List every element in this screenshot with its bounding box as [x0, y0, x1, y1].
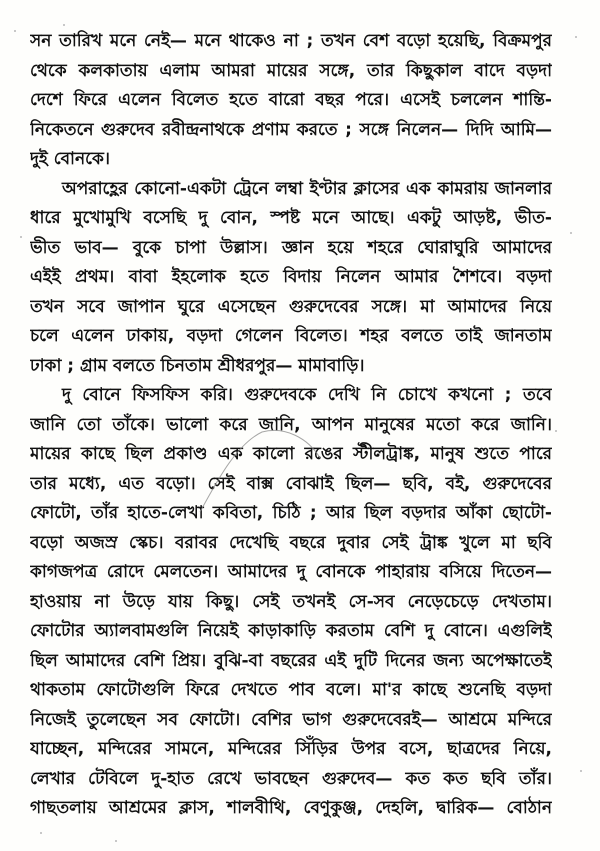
text-line: ভীত ভাব— বুকে চাপা উল্লাস। জ্ঞান হয়ে শহরে ঘোরাঘুরি আমাদের	[30, 237, 552, 258]
text-line: দুই বোনকে।	[30, 149, 110, 169]
scan-speck	[575, 36, 577, 38]
text-line: নিকেতনে গুরুদেব রবীন্দ্রনাথকে প্রণাম করতে ; সঙ্গে নিলেন— দিদি আমি—	[30, 119, 552, 140]
text-line: ধারে মুখোমুখি বসেছি দু বোন, স্পষ্ট মনে আছে। একটু আড়ষ্ট, ভীত-	[30, 208, 552, 228]
scan-speck	[14, 30, 16, 32]
text-line: যাচ্ছেন, মন্দিরের সামনে, মন্দিরের সিঁড়ির উপর বসে, ছাত্রদের নিয়ে,	[30, 739, 552, 759]
text-line: থাকতাম ফোটোগুলি ফিরে দেখতে পাব বলে। মা'র কাছে শুনেছি বড়দা	[30, 680, 552, 700]
scan-speck	[20, 236, 22, 238]
paragraph-2	[30, 175, 552, 382]
text-line: গাছতলায় আশ্রমের ক্লাস, শালবীথি, বেণুকুঞ্জ, দেহলি, দ্বারিক— বোঠান	[30, 798, 552, 818]
scan-speck	[580, 770, 582, 772]
text-line: দু বোনে ফিসফিস করি। গুরুদেবকে দেখি নি চোখে কখনো ; তবে	[62, 385, 552, 405]
text-line: থেকে কলকাতায় এলাম আমরা মায়ের সঙ্গে, তার কিছুকাল বাদে বড়দা	[30, 60, 552, 81]
text-line: লেখার টেবিলে দু-হাত রেখে ভাবছেন গুরুদেব— কত কত ছবি তাঁর।	[30, 768, 552, 789]
text-line: ছিল আমাদের বেশি প্রিয়। বুঝি-বা বছরের এই দুটি দিনের জন্য অপেক্ষাতেই	[30, 650, 552, 671]
text-line: অপরাহ্ণের কোনো-একটা ট্রেনে লম্বা ইণ্টার ক্লাসের এক কামরায় জানলার	[62, 178, 552, 199]
scan-speck	[63, 24, 65, 26]
text-line: বড়ো অজস্র স্কেচ। বরাবর দেখেছি বছরে দুবার সেই ট্রাঙ্ক খুলে মা ছবি	[30, 532, 552, 553]
text-line: ঢাকা ; গ্রাম বলতে চিনতাম শ্রীধরপুর— মামাবাড়ি।	[30, 355, 365, 376]
paragraph-1	[30, 27, 552, 175]
text-line: এইই প্রথম। বাবা ইহলোক হতে বিদায় নিলেন আমার শৈশবে। বড়দা	[30, 267, 552, 287]
paragraph-3	[30, 381, 552, 824]
scan-speck	[555, 430, 557, 432]
text-line: নিজেই তুলেছেন সব ফোটো। বেশির ভাগ গুরুদেবেরই— আশ্রমে মন্দিরে	[30, 709, 552, 730]
scan-speck	[570, 232, 572, 234]
text-line: মায়ের কাছে ছিল প্রকাণ্ড এক কালো রঙের স্টীলট্রাঙ্ক, মানুষ শুতে পারে	[30, 444, 552, 464]
text-line: দেশে ফিরে এলেন বিলেত হতে বারো বছর পরে। এসেই চললেন শান্তি-	[30, 90, 552, 110]
text-line: তখন সবে জাপান ঘুরে এসেছেন গুরুদেবের সঙ্গে। মা আমাদের নিয়ে	[30, 296, 552, 317]
text-line: সন তারিখ মনে নেই— মনে থাকেও না ; তখন বেশ বড়ো হয়েছি, বিক্রমপুর	[30, 31, 552, 51]
text-line: জানি তো তাঁকে। ভালো করে জানি, আপন মানুষের মতো করে জানি।	[30, 414, 552, 435]
scan-speck	[40, 832, 42, 834]
text-line: ফোটো, তাঁর হাতে-লেখা কবিতা, চিঠি ; আর ছিল বড়দার আঁকা ছোটো-	[30, 503, 552, 523]
text-line: ফোটোর অ্যালবামগুলি নিয়েই কাড়াকাড়ি করতাম বেশি দু বোনে। এগুলিই	[30, 621, 552, 641]
body-text	[30, 27, 552, 824]
text-line: কাগজপত্র রোদে মেলতেন। আমাদের দু বোনকে পাহারায় বসিয়ে দিতেন—	[30, 562, 552, 582]
text-line: চলে এলেন ঢাকায়, বড়দা গেলেন বিলেত। শহর বলতে তাই জানতাম	[30, 326, 552, 346]
scan-speck	[115, 840, 117, 842]
text-line: তার মধ্যে, এত বড়ো। সেই বাক্স বোঝাই ছিল— ছবি, বই, গুরুদেবের	[30, 473, 552, 494]
text-line: হাওয়ায় না উড়ে যায় কিছু। সেই তখনই সে-সব নেড়েচেড়ে দেখতাম।	[30, 591, 552, 612]
